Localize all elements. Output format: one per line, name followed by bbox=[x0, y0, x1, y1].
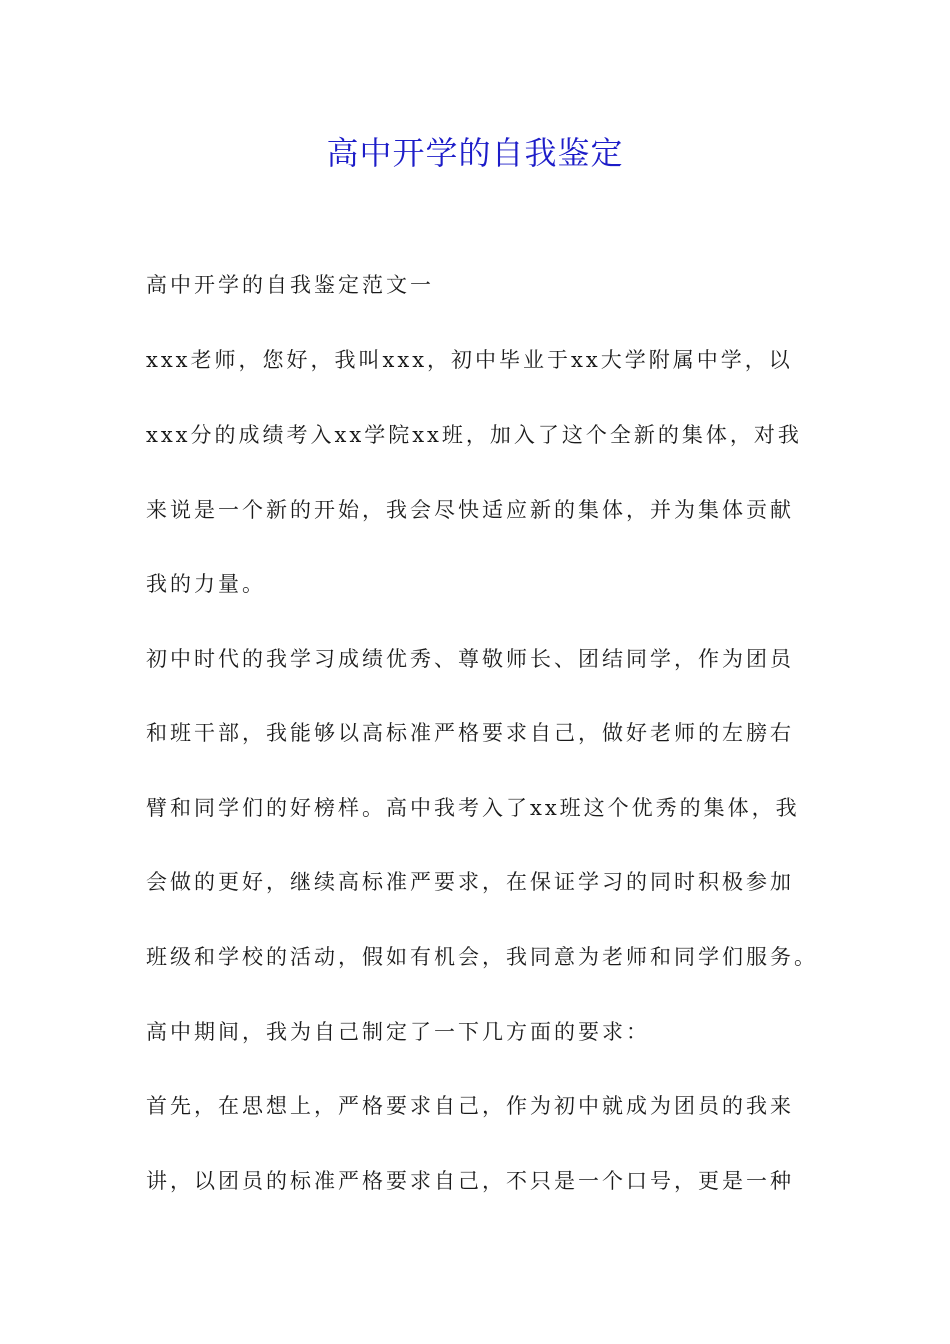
document-title: 高中开学的自我鉴定 bbox=[326, 134, 624, 172]
body-line: xxx老师，您好，我叫xxx，初中毕业于xx大学附属中学，以 bbox=[146, 348, 793, 372]
body-line: 初中时代的我学习成绩优秀、尊敬师长、团结同学，作为团员 bbox=[146, 647, 794, 671]
body-line: 我的力量。 bbox=[146, 572, 266, 596]
body-line: 班级和学校的活动，假如有机会，我同意为老师和同学们服务。 bbox=[146, 945, 818, 969]
body-line: 来说是一个新的开始，我会尽快适应新的集体，并为集体贡献 bbox=[146, 498, 794, 522]
body-line: 首先，在思想上，严格要求自己，作为初中就成为团员的我来 bbox=[146, 1094, 794, 1118]
section-heading: 高中开学的自我鉴定范文一 bbox=[146, 273, 434, 297]
body-line: xxx分的成绩考入xx学院xx班，加入了这个全新的集体，对我 bbox=[146, 423, 802, 447]
body-line: 讲，以团员的标准严格要求自己，不只是一个口号，更是一种 bbox=[146, 1169, 794, 1193]
body-line: 高中期间，我为自己制定了一下几方面的要求： bbox=[146, 1020, 650, 1044]
body-line: 和班干部，我能够以高标准严格要求自己，做好老师的左膀右 bbox=[146, 721, 794, 745]
body-line: 会做的更好，继续高标准严要求，在保证学习的同时积极参加 bbox=[146, 870, 794, 894]
body-line: 臂和同学们的好榜样。高中我考入了xx班这个优秀的集体，我 bbox=[146, 796, 800, 820]
